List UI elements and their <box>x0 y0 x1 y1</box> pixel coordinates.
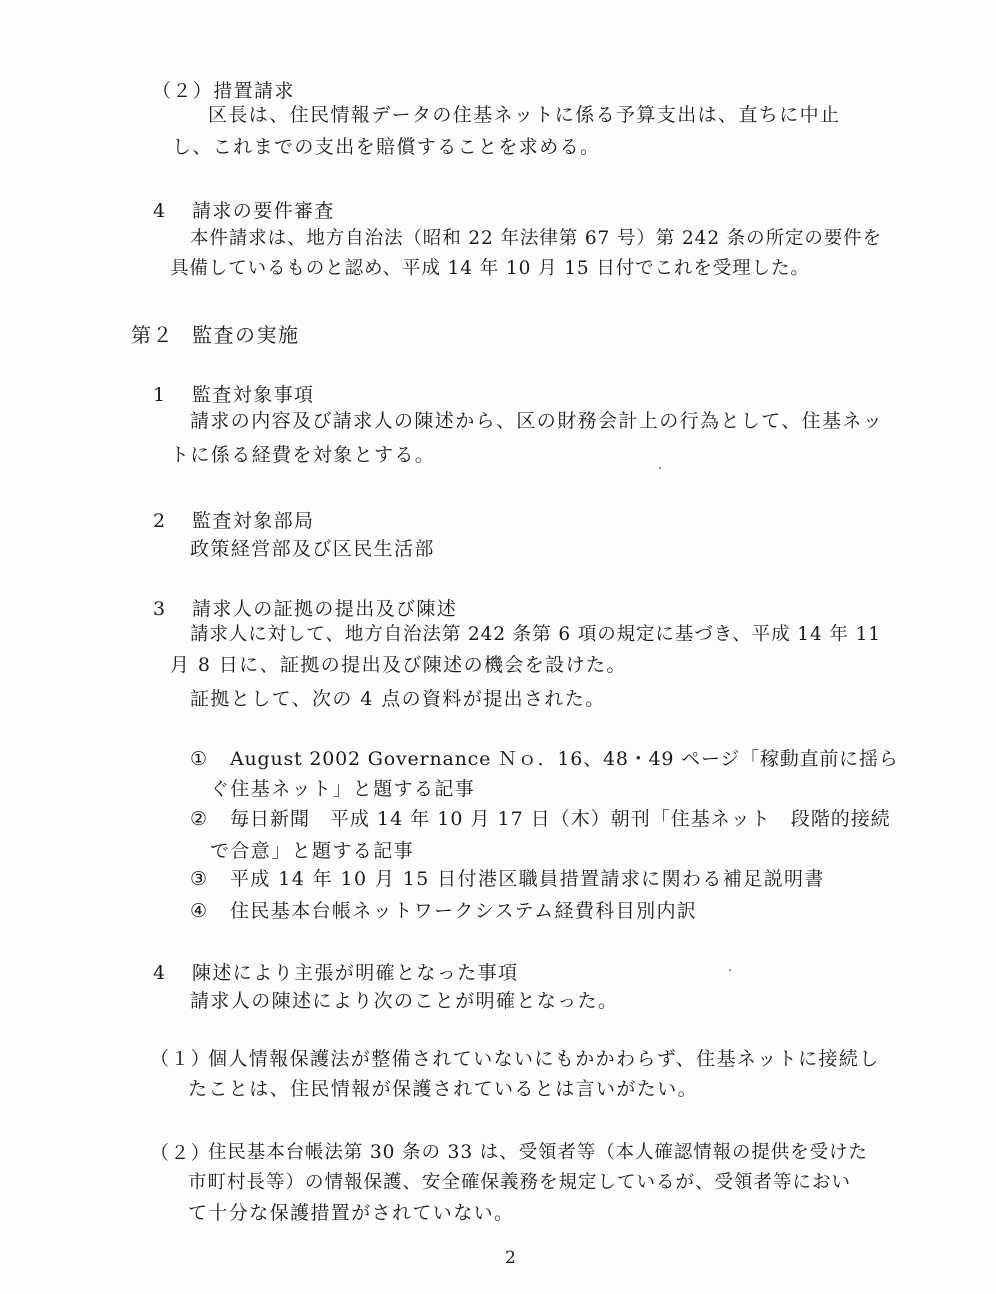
evidence-marker: ② <box>190 808 209 830</box>
evidence-line: August 2002 Governance Ｎｏ．16、48・49 ページ「稼動直前に揺ら <box>230 748 899 770</box>
item-number: 4 <box>153 200 167 222</box>
scan-speck <box>729 969 731 971</box>
section-number: 第２ <box>131 323 174 347</box>
section-title: 監査の実施 <box>192 323 300 347</box>
evidence-marker: ③ <box>190 868 209 890</box>
paragraph-line: 証拠として、次の 4 点の資料が提出された。 <box>190 688 606 710</box>
item-number: 3 <box>153 598 167 620</box>
item-title: 請求人の証拠の提出及び陳述 <box>192 598 458 620</box>
item-number: 1 <box>153 384 167 406</box>
paragraph-line: 請求の内容及び請求人の陳述から、区の財務会計上の行為として、住基ネッ <box>190 410 884 432</box>
evidence-line: 住民基本台帳ネットワークシステム経費科目別内訳 <box>230 900 698 922</box>
evidence-line: ぐ住基ネット」と題する記事 <box>210 778 476 800</box>
evidence-marker: ④ <box>190 900 209 922</box>
point-line: たことは、住民情報が保護されているとは言いがたい。 <box>188 1078 699 1100</box>
point-line: て十分な保護措置がされていない。 <box>188 1202 515 1224</box>
item-title: 陳述により主張が明確となった事項 <box>192 962 519 984</box>
evidence-line: で合意」と題する記事 <box>210 840 415 862</box>
paragraph-line: 政策経営部及び区民生活部 <box>190 538 435 560</box>
paragraph-line: 請求人の陳述により次のことが明確となった。 <box>190 990 619 1012</box>
page-number: 2 <box>505 1248 516 1268</box>
evidence-line: 平成 14 年 10 月 15 日付港区職員措置請求に関わる補足説明書 <box>230 868 825 890</box>
point-line: 市町村長等）の情報保護、安全確保義務を規定しているが、受領者等におい <box>188 1172 852 1193</box>
paragraph-line: 具備しているものと認め、平成 14 年 10 月 15 日付でこれを受理した。 <box>170 258 810 279</box>
point-marker: （１） <box>150 1048 212 1070</box>
item-title: 監査対象事項 <box>192 384 315 406</box>
item-number: 2 <box>153 510 167 532</box>
item-title: 請求の要件審査 <box>192 200 335 222</box>
evidence-line: 毎日新聞 平成 14 年 10 月 17 日（木）朝刊「住基ネット 段階的接続 <box>230 808 891 830</box>
paragraph-line: 本件請求は、地方自治法（昭和 22 年法律第 67 号）第 242 条の所定の要件を <box>190 228 882 249</box>
item-number: 4 <box>153 962 167 984</box>
paragraph-line: 月 8 日に、証拠の提出及び陳述の機会を設けた。 <box>170 654 627 676</box>
paragraph-line: 請求人に対して、地方自治法第 242 条第 6 項の規定に基づき、平成 14 年 11 <box>190 624 881 645</box>
paragraph-line: トに係る経費を対象とする。 <box>170 444 436 466</box>
scan-speck <box>659 467 661 469</box>
paragraph-line: 区長は、住民情報データの住基ネットに係る予算支出は、直ちに中止 <box>208 104 841 126</box>
item-title: 監査対象部局 <box>192 510 315 532</box>
point-line: 個人情報保護法が整備されていないにもかかわらず、住基ネットに接続し <box>208 1048 880 1070</box>
subsection-heading: （２）措置請求 <box>152 80 295 102</box>
point-line: 住民基本台帳法第 30 条の 33 は、受領者等（本人確認情報の提供を受けた <box>208 1142 868 1163</box>
paragraph-line: し、これまでの支出を賠償することを求める。 <box>172 136 601 158</box>
evidence-marker: ① <box>190 748 209 770</box>
point-marker: （２） <box>150 1142 212 1164</box>
